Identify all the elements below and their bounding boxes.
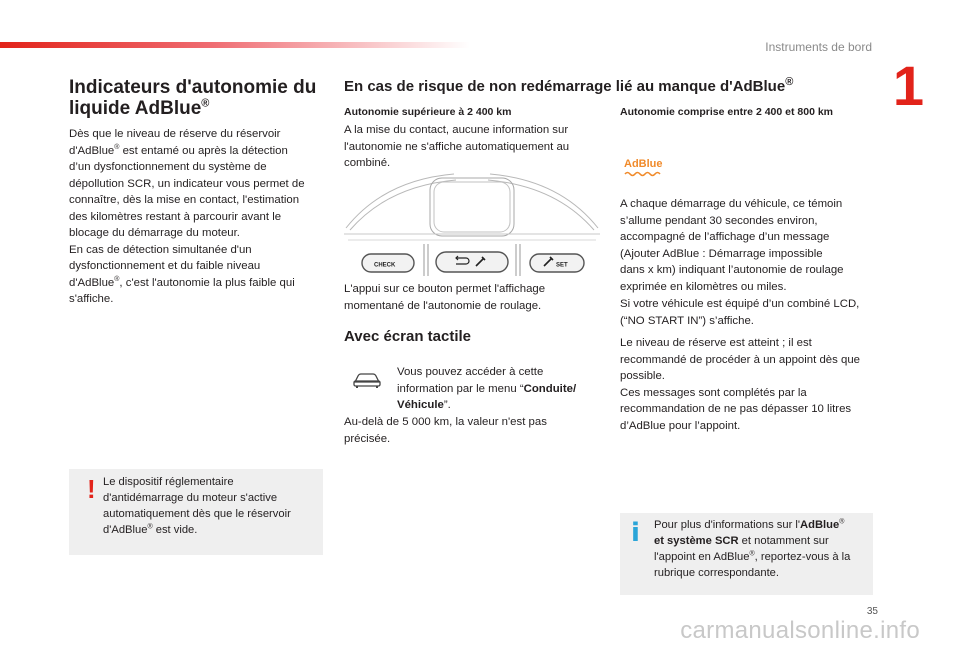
beyond-5000-text: Au-delà de 5 000 km, la valeur n'est pas précisée. [344,416,547,445]
info-note-text: Pour plus d'informations sur l'AdBlue® et système SCR et notamment sur l'appoint en AdBlue®, reportez-vous à la rubrique correspondante. [654,518,851,579]
warning-icon: ! [87,474,96,504]
page-title: Indicateurs d'autonomie du liquide AdBlue® [69,77,317,119]
above-2400-text: A la mise du contact, aucune information sur l'autonomie ne s'affiche automatiquement au combiné. [344,124,570,169]
subheading-2400-800: Autonomie comprise entre 2 400 et 800 km [620,106,833,118]
page-number: 35 [866,606,878,617]
check-button-label: CHECK [374,262,396,269]
adblue-warning-lamp-icon: AdBlue [624,158,663,177]
set-button-label: SET [556,262,568,269]
car-menu-icon [352,370,382,390]
section-heading: En cas de risque de non redémarrage lié au manque d'AdBlue® [344,76,794,95]
watermark: carmanualsonline.info [680,617,920,644]
header-accent-bar [0,42,470,48]
chapter-number: 1 [892,54,924,117]
touch-screen-text: Vous pouvez accéder à cette information par le menu “Conduite/ Véhicule”. [397,366,577,411]
instrument-cluster-illustration [344,170,600,280]
right-paragraph-3: Le niveau de réserve est atteint ; il est recommandé de procéder à un appoint dès que possible. Ces messages sont complétés par la recommandation de ne pas dépasser 10 litres d’AdBlue pour l’appoint. [620,337,860,432]
info-icon: i [631,518,640,548]
left-paragraph: Dès que le niveau de réserve du réservoir d'AdBlue® est entamé ou après la détection d’un dysfonctionnement du système de dépollution SCR, un indicateur vous permet de connaître, dès la mise en contact, l'estimation des kilomètres restant à parcourir avant le blocage du démarrage du moteur. En cas de détection simultanée d'un dysfonctionnement et du faible niveau d'AdBlue®, c'est l'autonomie la plus faible qui s'affiche. [69,128,305,305]
section-title: Instruments de bord [765,40,872,54]
right-paragraph-2: Si votre véhicule est équipé d’un combiné LCD, (“NO START IN”) s’affiche. [620,298,860,327]
right-paragraph-1: A chaque démarrage du véhicule, ce témoin s’allume pendant 30 secondes environ, accompagné de l’affichage d’un message (Ajouter AdBlue : Démarrage impossible dans x km) indiquant l’autonomie de roulage exprimée en kilomètres ou miles. [620,198,844,293]
subheading-above-2400: Autonomie supérieure à 2 400 km [344,106,512,118]
warning-note-text: Le dispositif réglementaire d'antidémarrage du moteur s'active automatiquement dès que le réservoir d'AdBlue® est vide. [103,476,291,536]
button-caption: L'appui sur ce bouton permet l'affichage momentané de l'autonomie de roulage. [344,283,546,312]
touch-screen-heading: Avec écran tactile [344,328,472,345]
